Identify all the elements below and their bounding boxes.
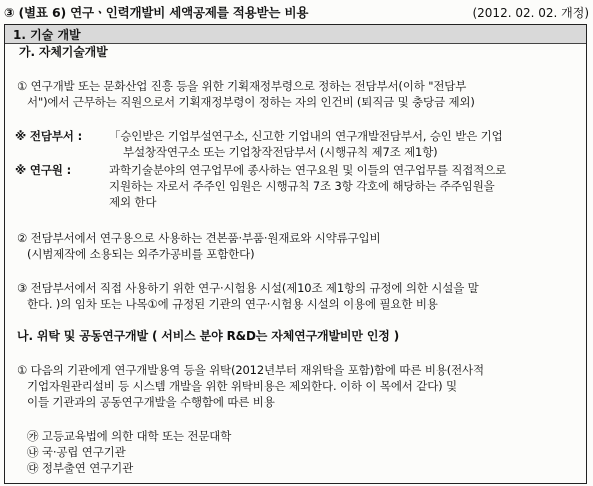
note-dept-line-1: 「승인받은 기업부설연구소, 신고한 기업내의 연구개발전담부서, 승인 받은 기업: [109, 129, 503, 143]
item-1-line-1: ① 연구개발 또는 문화산업 진흥 등을 위한 기획재정부령으로 정하는 전담부서(이하 "전담부: [17, 79, 467, 93]
item-1-line-2: 서")에서 근무하는 직원으로서 기획재정부령이 정하는 자의 인건비 (퇴직금 및 충당금 제외): [27, 95, 475, 109]
section-label: 1. 기술 개발: [13, 28, 81, 42]
revision-date: (2012. 02. 02. 개정): [472, 6, 589, 20]
sub-item-university: ㉮ 고등교육법에 의한 대학 또는 전문대학: [27, 429, 232, 443]
sub-item-government-institute: ㉰ 정부출연 연구기관: [27, 461, 134, 475]
item-na1-line-1: ① 다음의 기관에게 연구개발용역 등을 위탁(2012년부터 재위탁을 포함)함에 따른 비용(전사적: [17, 363, 484, 377]
item-3-line-1: ③ 전담부서에서 직접 사용하기 위한 연구·시험용 시설(제10조 제1항의 규정에 의한 시설을 말: [17, 281, 479, 295]
item-2-line-2: (시범제작에 소용되는 외주가공비를 포함한다): [27, 247, 255, 261]
item-2-line-1: ② 전담부서에서 연구용으로 사용하는 견본품·부품·원재료와 시약류구입비: [17, 231, 381, 245]
note-dept-line-2: 부설창작연구소 또는 기업창작전담부서 (시행규칙 제7조 제1항): [123, 145, 438, 159]
note-researcher-line-2: 지원하는 자로서 주주인 임원은 시행규칙 7조 3항 각호에 해당하는 주주임원을: [109, 179, 495, 193]
sub-item-public-institute: ㉯ 국·공립 연구기관: [27, 445, 126, 459]
item-na1-line-2: 기업자원관리설비 등 시스템 개발을 위한 위탁비용은 제외한다. 이하 이 목에서 같다) 및: [27, 379, 457, 393]
item-na1-line-3: 이들 기관과의 공동연구개발을 수행함에 따른 비용: [27, 395, 275, 409]
note-researcher-line-1: 과학기술분야의 연구업무에 종사하는 연구요원 및 이들의 연구업무를 직접적으로: [109, 163, 507, 177]
content-box: [4, 24, 587, 484]
subsection-heading: 가. 자체기술개발: [19, 45, 108, 59]
item-3-line-2: 한다. )의 임차 또는 나목①에 규정된 기관의 연구·시험용 시설의 이용에 필요한 비용: [27, 297, 438, 311]
subsection-heading-na: 나. 위탁 및 공동연구개발 ( 서비스 분야 R&D는 자체연구개발비만 인정 ): [17, 329, 400, 343]
document-header: [4, 2, 589, 22]
note-mark-dept: ※ 전담부서 :: [15, 129, 83, 143]
note-researcher-line-3: 제외 한다: [109, 195, 157, 209]
document-title: ③ (별표 6) 연구ㆍ인력개발비 세액공제를 적용받는 비용: [4, 5, 309, 20]
section-band: [5, 25, 586, 44]
note-mark-researcher: ※ 연구원 :: [15, 163, 72, 177]
